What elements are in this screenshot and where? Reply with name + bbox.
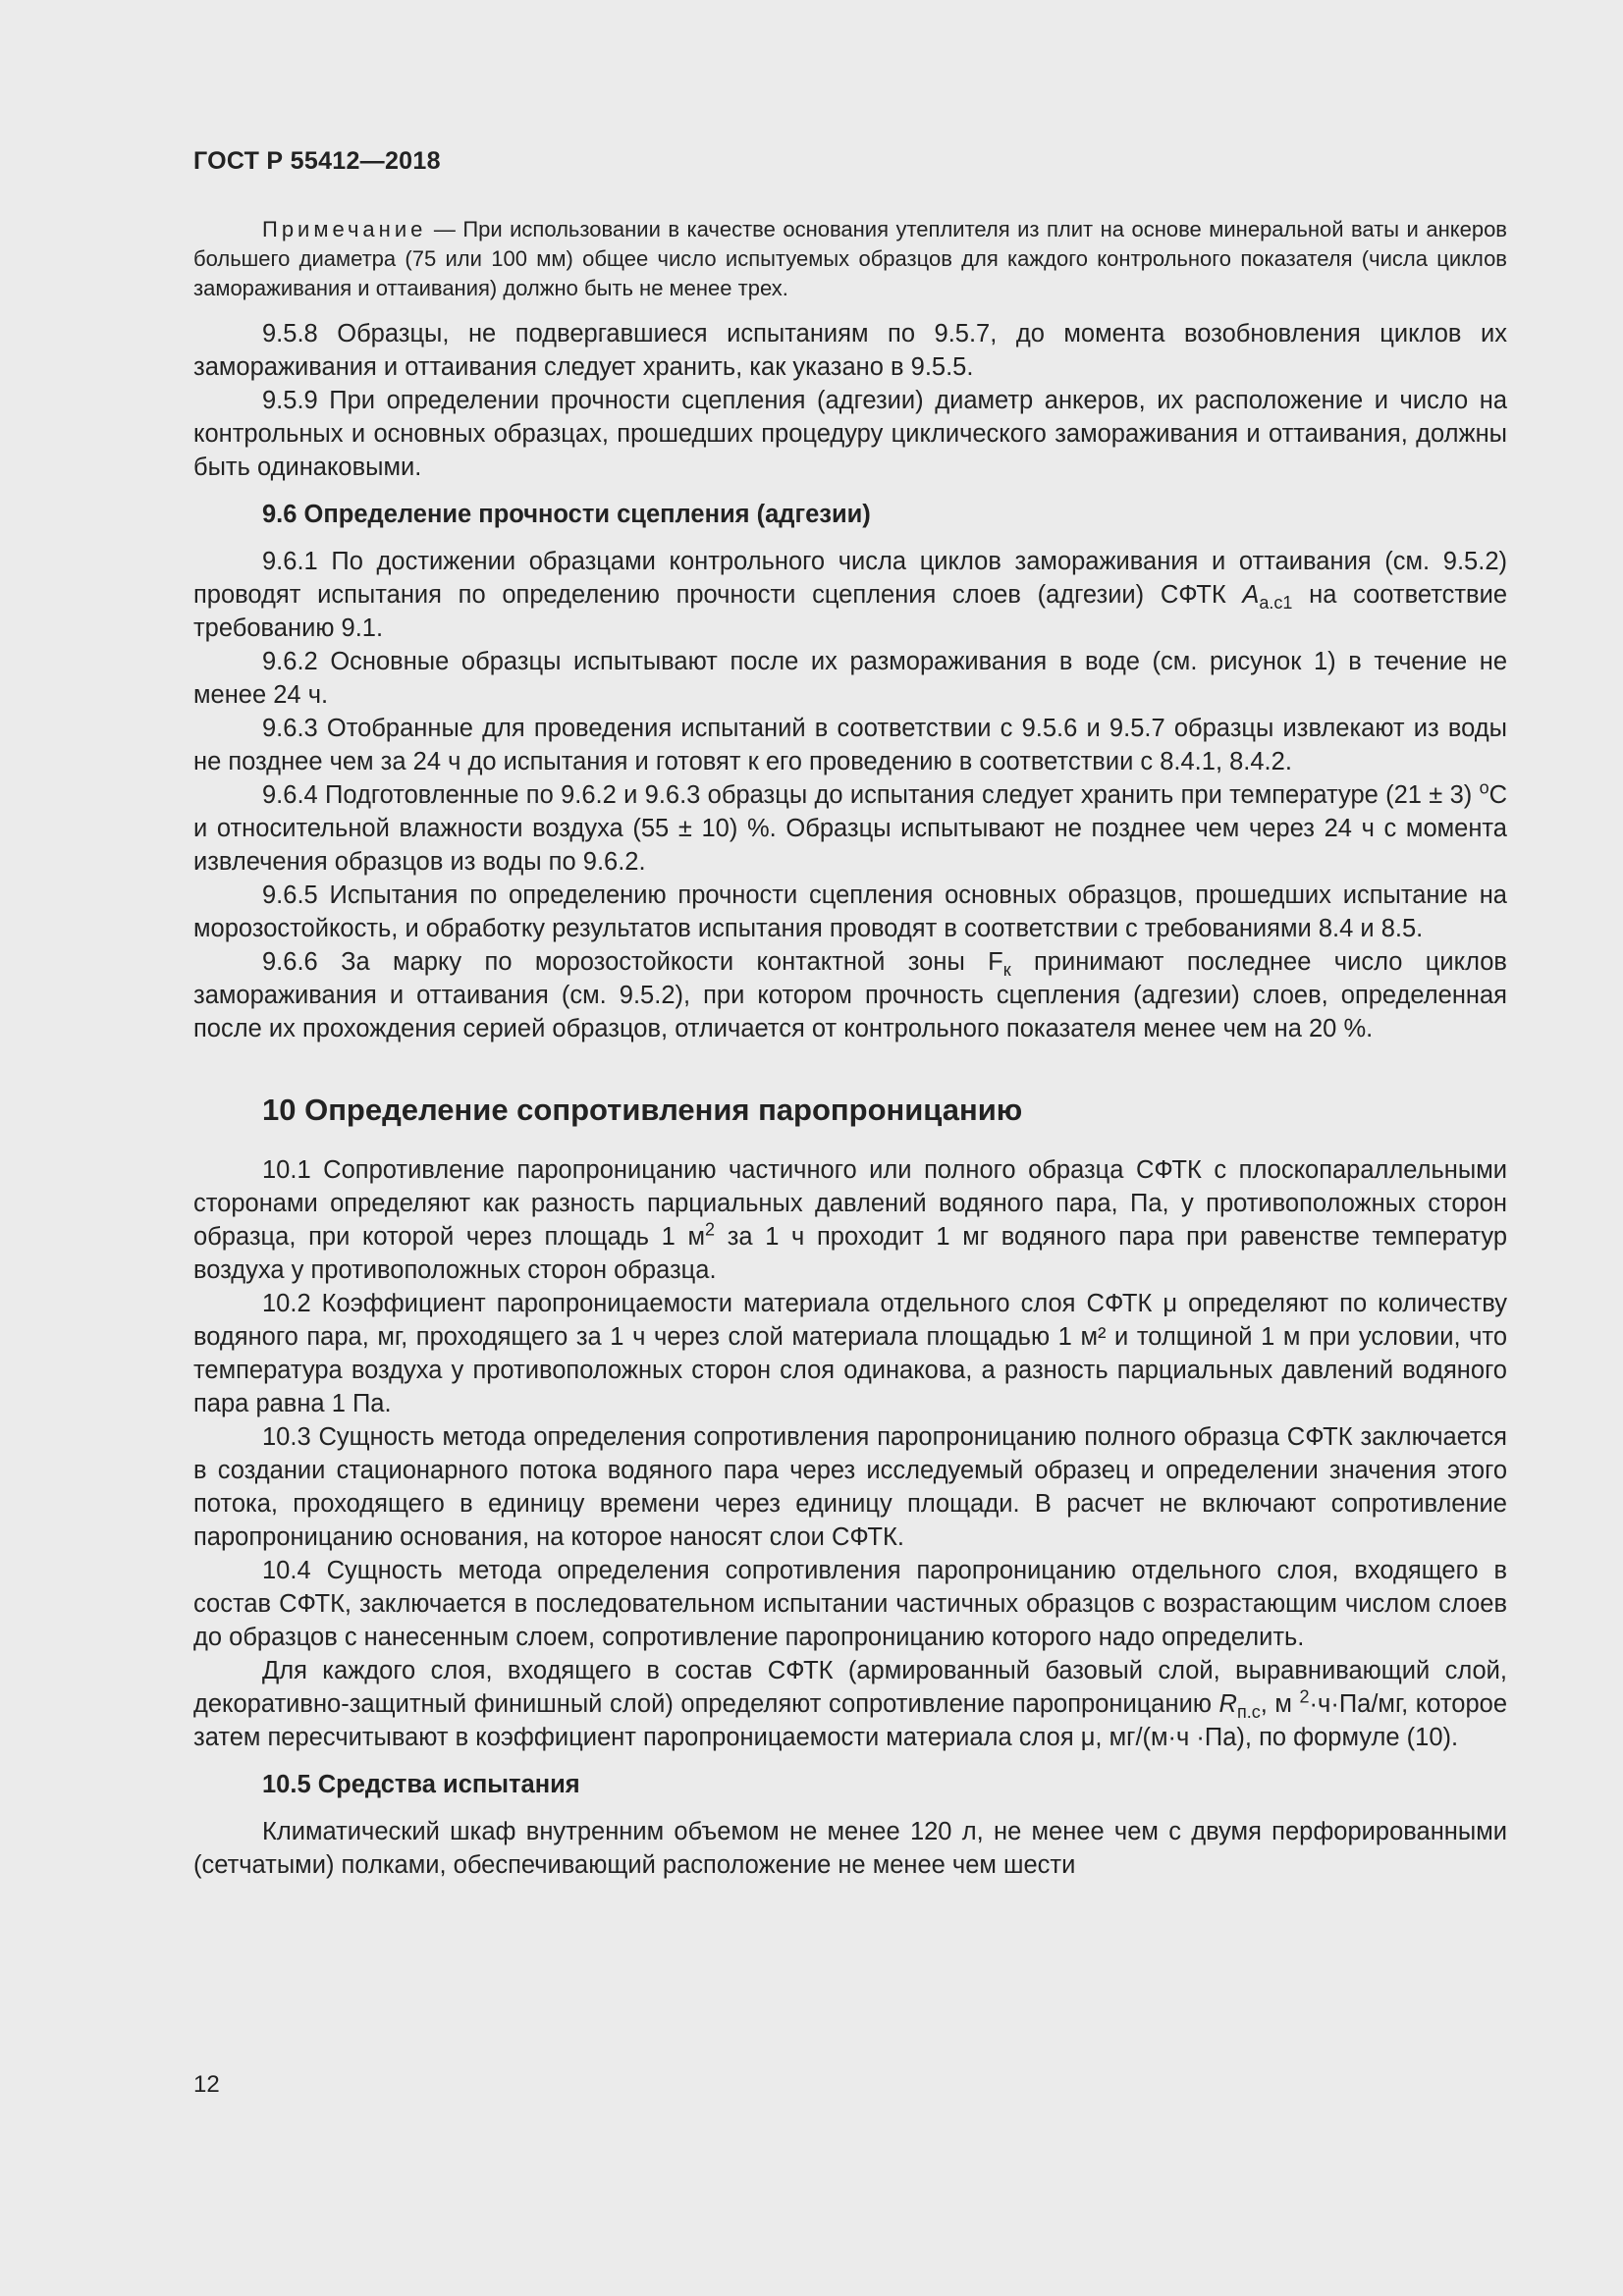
paragraph-9-6-6 [193, 945, 1507, 1045]
subscript: п.с [1236, 1702, 1261, 1723]
text-span: ·ч·Па/мг, которое затем пересчитывают в коэффициент паропроницаемости материала слоя μ, мг/(м·ч ·Па), по формуле (10). [193, 1690, 1507, 1751]
paragraph-10-4-continued [193, 1654, 1507, 1754]
paragraph-10-4: 10.4 Сущность метода определения сопротивления паропроницанию отдельного слоя, входящего в состав СФТК, заключается в последовательном испытании частичных образцов с возрастающим числом слоев до образцов с нанесенным слоем, сопротивление паропроницанию которого надо определить. [193, 1557, 1507, 1651]
paragraph-9-5-9: 9.5.9 При определении прочности сцепления (адгезии) диаметр анкеров, их расположение и число на контрольных и основных образцах, прошедших процедуру циклического замораживания и оттаивания, должны быть одинаковыми. [193, 387, 1507, 481]
paragraph-9-6-2: 9.6.2 Основные образцы испытывают после их размораживания в воде (см. рисунок 1) в течение не менее 24 ч. [193, 648, 1507, 709]
section-heading-10-5: 10.5 Средства испытания [262, 1771, 580, 1798]
text-span: принимают последнее число циклов замораживания и оттаивания (см. 9.5.2), при котором прочность сцепления (адгезии) слоев, определенная после их прохождения серией образцов, отличается от контрольного показателя менее чем на 20 %. [193, 948, 1507, 1042]
document-header: ГОСТ Р 55412—2018 [193, 147, 441, 175]
note-text: — При использовании в качестве основания утеплителя из плит на основе минеральной ваты и анкеров большего диаметра (75 или 100 мм) общее число испытуемых образцов для каждого контрольного показателя (числа циклов замораживания и оттаивания) должно быть не менее трех. [193, 217, 1507, 300]
paragraph-10-5: Климатический шкаф внутренним объемом не менее 120 л, не менее чем с двумя перфорированными (сетчатыми) полками, обеспечивающий расположение не менее чем шести [193, 1818, 1507, 1879]
subscript: а.с1 [1259, 593, 1293, 614]
page-number: 12 [193, 2071, 220, 2098]
text-span: Для каждого слоя, входящего в состав СФТК (армированный базовый слой, выравнивающий слой, декоративно-защитный финишный слой) определяют сопротивление паропроницанию [193, 1657, 1507, 1718]
symbol: R [1218, 1690, 1237, 1718]
text-span: 9.6.4 Подготовленные по 9.6.2 и 9.6.3 образцы до испытания следует хранить при температуре (21 ± 3) [262, 781, 1480, 809]
paragraph-9-6-5: 9.6.5 Испытания по определению прочности сцепления основных образцов, прошедших испытание на морозостойкость, и обработку результатов испытания проводят в соответствии с требованиями 8.4 и 8.5. [193, 881, 1507, 942]
note-paragraph [193, 215, 1507, 303]
superscript: o [1479, 777, 1489, 798]
text-span: 9.6.6 За марку по морозостойкости контактной зоны F [262, 948, 1003, 976]
superscript: 2 [1299, 1686, 1310, 1707]
paragraph-9-6-4 [193, 778, 1507, 879]
text-span: 10.1 Сопротивление паропроницанию частичного или полного образца СФТК с плоскопараллельными сторонами определяют как разность парциальных давлений водяного пара, Па, у противоположных сторон образца, при которой через площадь 1 м [193, 1156, 1507, 1251]
paragraph-9-6-3: 9.6.3 Отобранные для проведения испытаний в соответствии с 9.5.6 и 9.5.7 образцы извлекают из воды не позднее чем за 24 ч до испытания и готовят к его проведению в соответствии с 8.4.1, 8.4.2. [193, 715, 1507, 775]
text-span: , м [1260, 1690, 1300, 1718]
paragraph-10-1 [193, 1153, 1507, 1287]
subscript: к [1002, 960, 1011, 981]
text-span: С и относительной влажности воздуха (55 ± 10) %. Образцы испытывают не позднее чем через 24 ч с момента извлечения образцов из воды по 9.6.2. [193, 781, 1507, 876]
superscript: 2 [705, 1219, 716, 1240]
paragraph-9-6-1 [193, 545, 1507, 645]
symbol: A [1242, 581, 1260, 609]
paragraph-10-2: 10.2 Коэффициент паропроницаемости материала отдельного слоя СФТК μ определяют по количеству водяного пара, мг, проходящего за 1 ч через слой материала площадью 1 м² и толщиной 1 м при условии, что температура воздуха у противоположных сторон слоя одинакова, а разность парциальных давлений водяного пара равна 1 Па. [193, 1290, 1507, 1417]
section-heading-9-6: 9.6 Определение прочности сцепления (адгезии) [262, 501, 871, 528]
text-span: 9.6.1 По достижении образцами контрольного числа циклов замораживания и оттаивания (см. 9.5.2) проводят испытания по определению прочности сцепления слоев (адгезии) СФТК [193, 548, 1507, 609]
section-heading-10: 10 Определение сопротивления паропроницанию [262, 1093, 1023, 1127]
page-content [193, 147, 1507, 1882]
text-span: на соответствие требованию 9.1. [193, 581, 1507, 642]
text-span: за 1 ч проходит 1 мг водяного пара при равенстве температур воздуха у противоположных сторон образца. [193, 1223, 1507, 1284]
paragraph-10-3: 10.3 Сущность метода определения сопротивления паропроницанию полного образца СФТК заключается в создании стационарного потока водяного пара через исследуемый образец и определении значения этого потока, проходящего в единицу времени через единицу площади. В расчет не включают сопротивление паропроницанию основания, на которое наносят слои СФТК. [193, 1423, 1507, 1551]
note-label: Примечание [262, 217, 427, 241]
paragraph-9-5-8: 9.5.8 Образцы, не подвергавшиеся испытаниям по 9.5.7, до момента возобновления циклов их замораживания и оттаивания следует хранить, как указано в 9.5.5. [193, 320, 1507, 381]
